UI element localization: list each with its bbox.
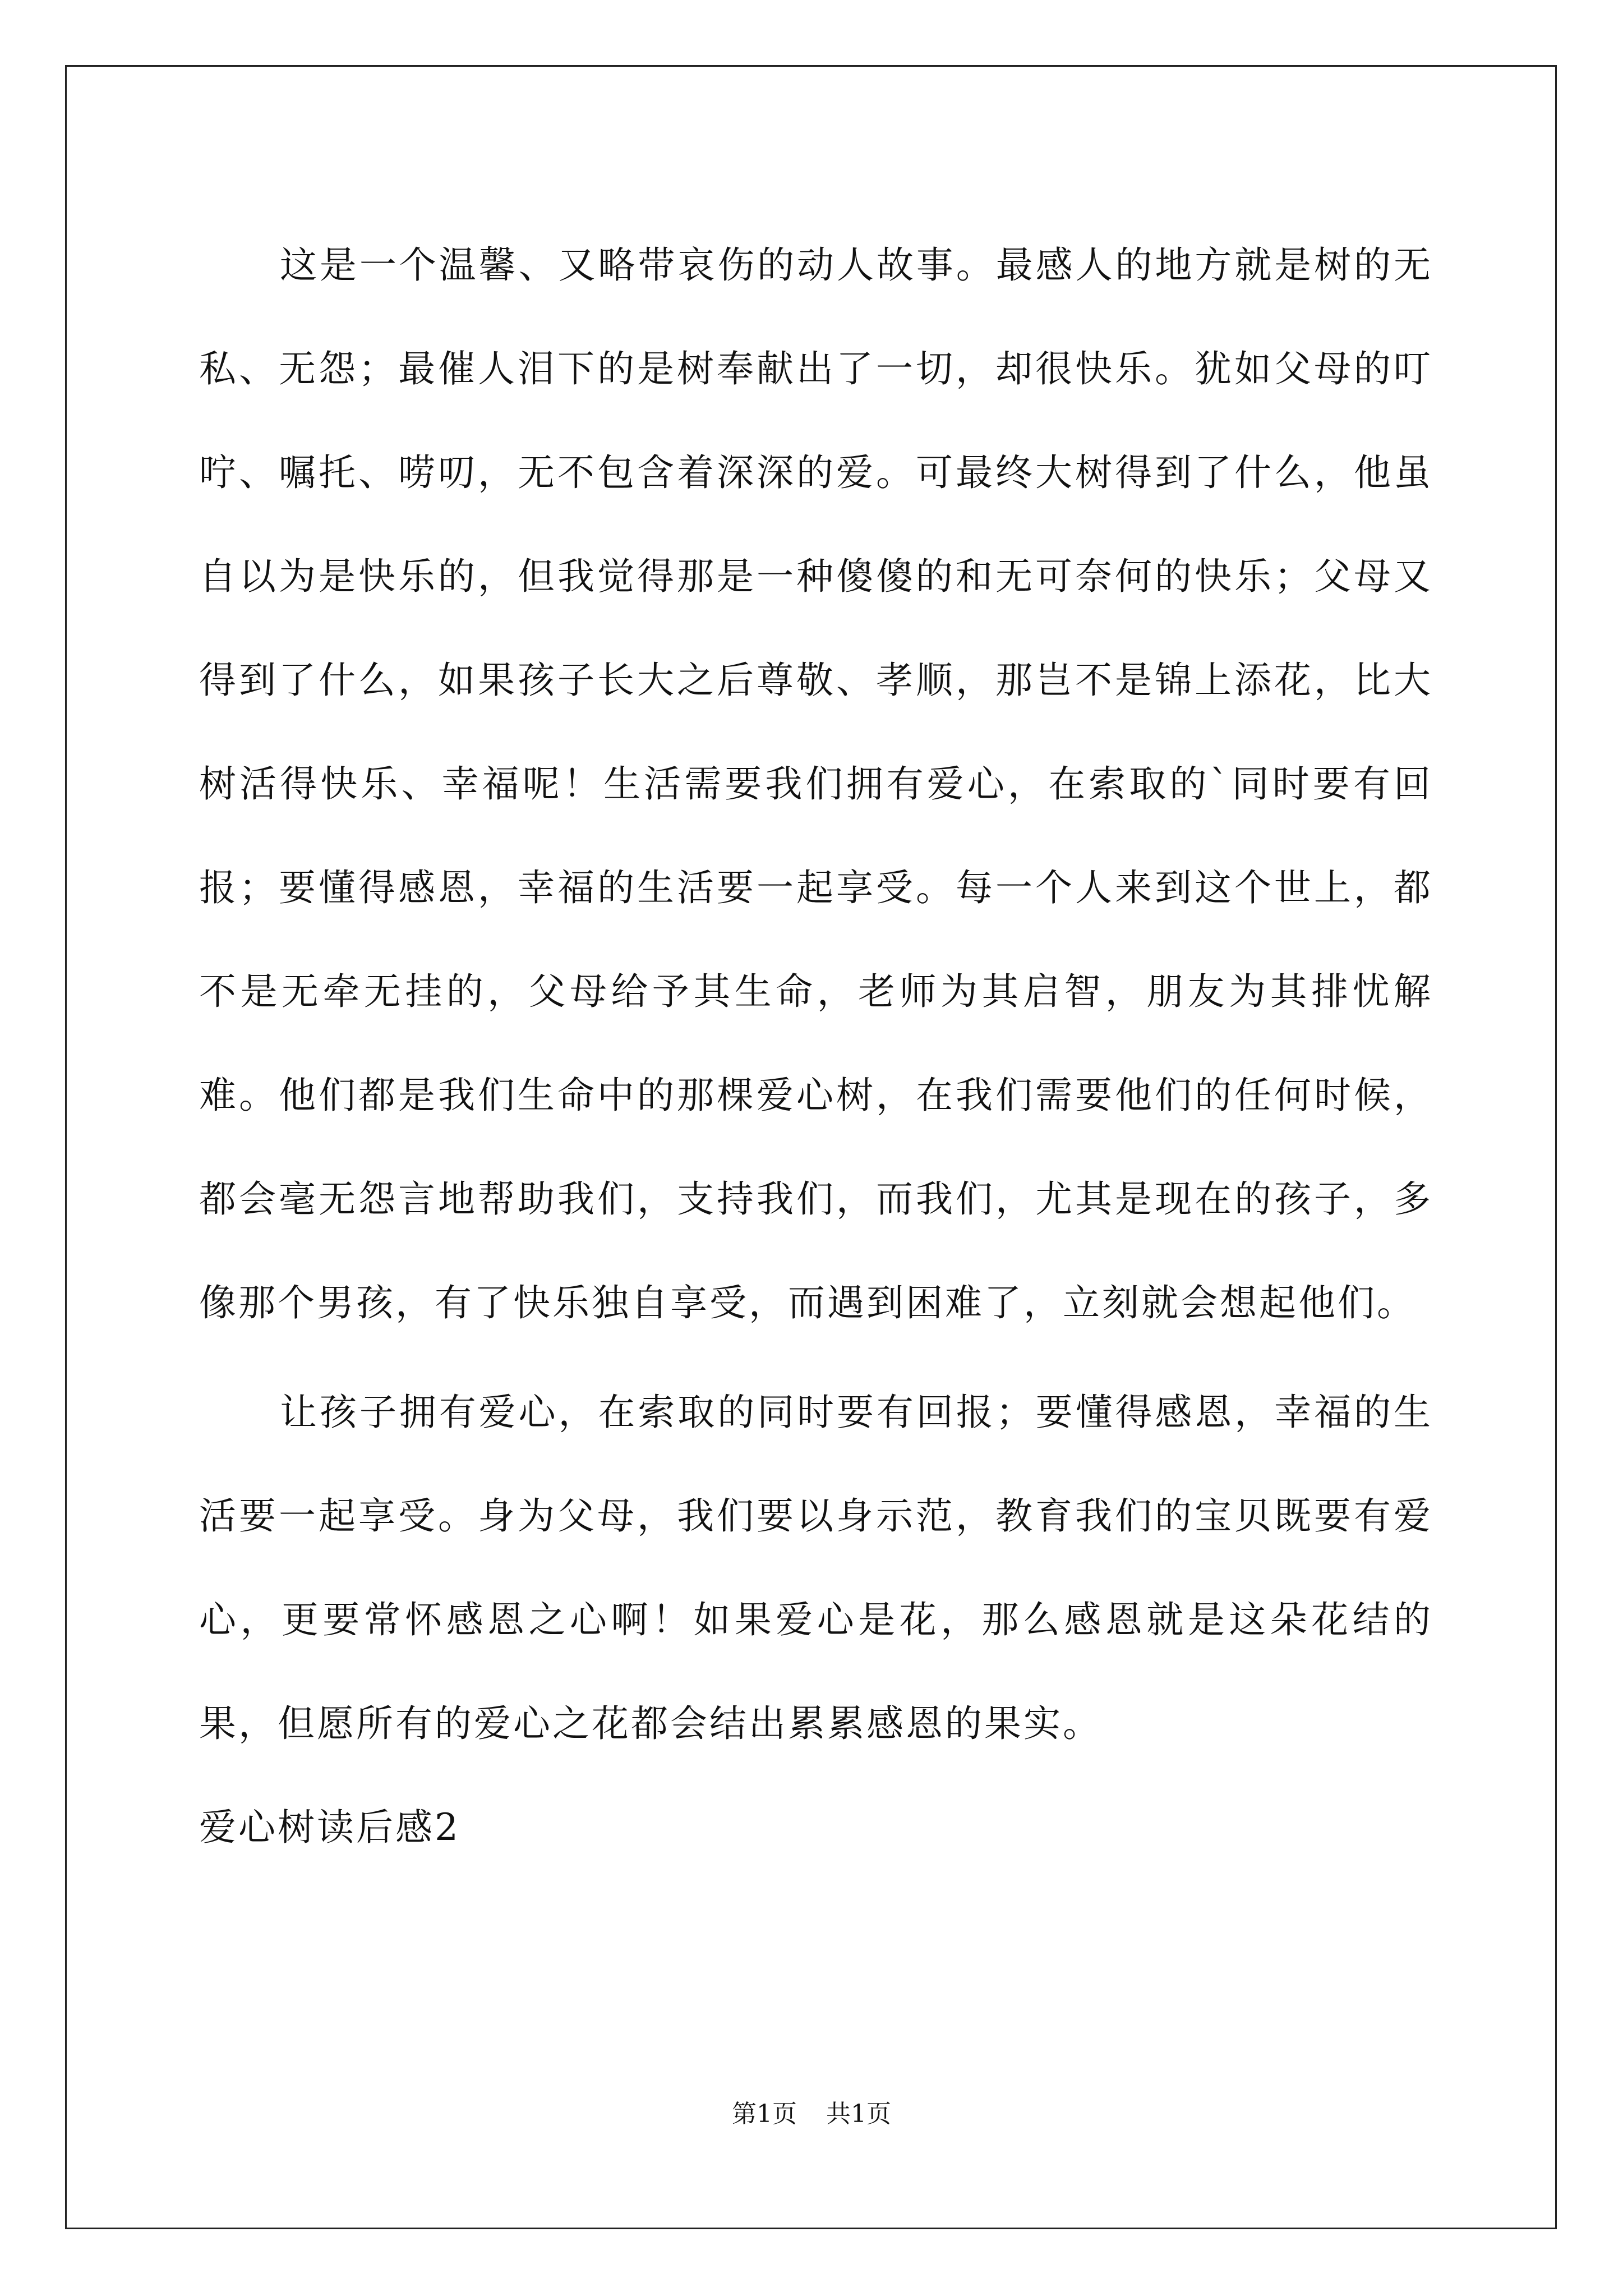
page-total: 共1页 bbox=[826, 2100, 891, 2128]
section-heading: 爱心树读后感2 bbox=[199, 1806, 460, 1849]
page-number: 第1页 bbox=[732, 2100, 797, 2128]
page-footer bbox=[0, 2093, 1623, 2129]
paragraph-1: 这是一个温馨、又略带哀伤的动人故事。最感人的地方就是树的无私、无怨；最催人泪下的是树奉献出了一切，却很快乐。犹如父母的叮咛、嘱托、唠叨，无不包含着深深的爱。可最终大树得到了什么，他虽自以为是快乐的，但我觉得那是一种傻傻的和无可奈何的快乐；父母又得到了什么，如果孩子长大之后尊敬、孝顺，那岂不是锦上添花，比大树活得快乐、幸福呢！生活需要我们拥有爱心，在索取的`同时要有回报；要懂得感恩，幸福的生活要一起享受。每一个人来到这个世上，都不是无牵无挂的，父母给予其生命，老师为其启智，朋友为其排忧解难。他们都是我们生命中的那棵爱心树，在我们需要他们的任何时候，都会毫无怨言地帮助我们，支持我们，而我们，尤其是现在的孩子，多像那个男孩，有了快乐独自享受，而遇到困难了，立刻就会想起他们。 bbox=[199, 243, 1433, 1324]
document-body bbox=[199, 213, 1433, 1879]
paragraph-2: 让孩子拥有爱心，在索取的同时要有回报；要懂得感恩，幸福的生活要一起享受。身为父母，我们要以身示范，教育我们的宝贝既要有爱心，更要常怀感恩之心啊！如果爱心是花，那么感恩就是这朵花结的果，但愿所有的爱心之花都会结出累累感恩的果实。 bbox=[199, 1391, 1433, 1745]
